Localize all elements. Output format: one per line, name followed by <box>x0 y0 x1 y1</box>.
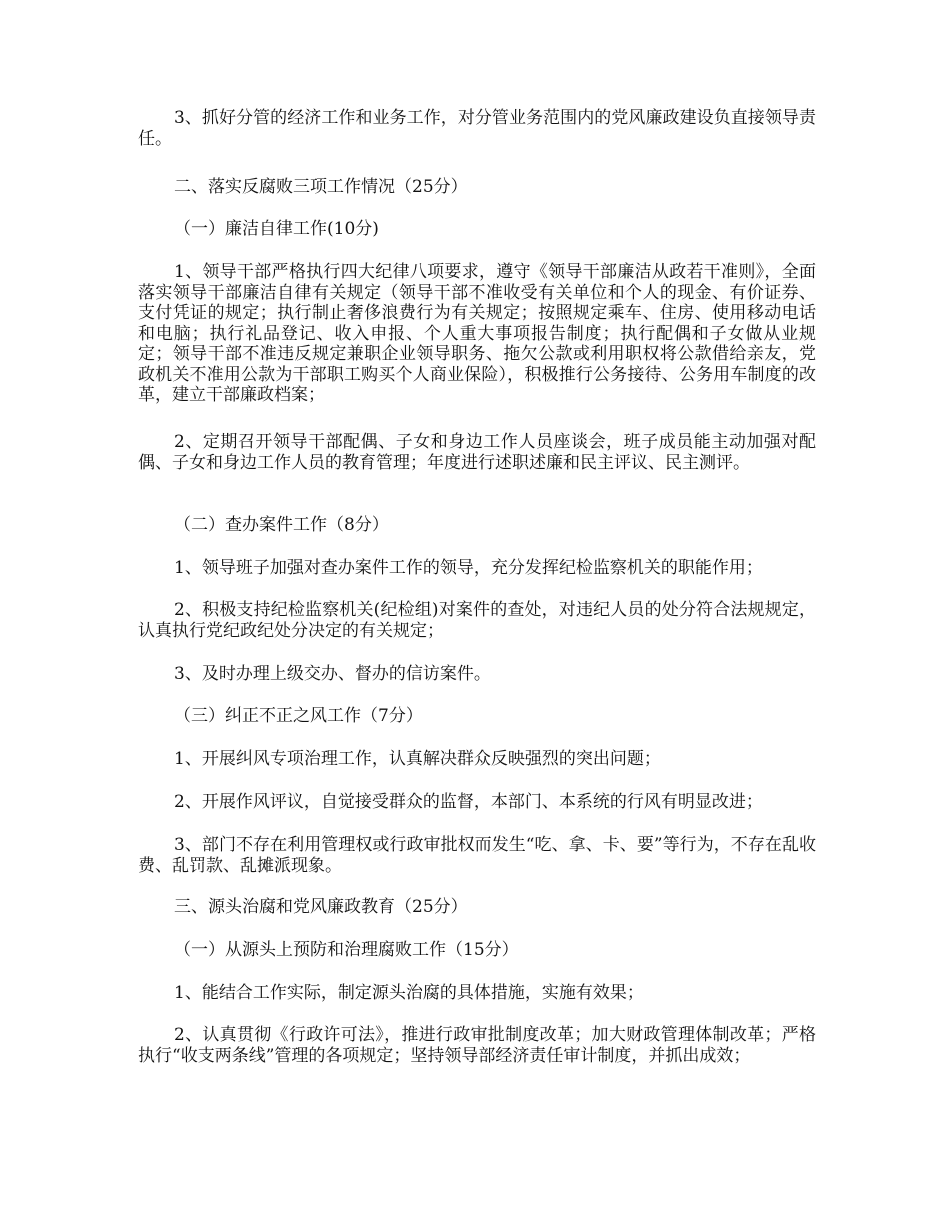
paragraph-cases-3: 3、及时办理上级交办、督办的信访案件。 <box>174 664 491 684</box>
paragraph-cases-1: 1、领导班子加强对查办案件工作的领导，充分发挥纪检监察机关的职能作用； <box>174 558 763 578</box>
paragraph-prevention-2: 2、认真贯彻《行政许可法》，推进行政审批制度改革；加大财政管理体制改革；严格执行“收支两条线”管理的各项规定；坚持领导部经济责任审计制度，并抓出成效； <box>138 1025 816 1066</box>
paragraph-cases-2: 2、积极支持纪检监察机关(纪检组)对案件的查处，对违纪人员的处分符合法规规定，认真执行党纪政纪处分决定的有关规定； <box>138 600 816 641</box>
paragraph-integrity-1: 1、领导干部严格执行四大纪律八项要求，遵守《领导干部廉洁从政若干准则》，全面落实领导干部廉洁自律有关规定（领导干部不准收受有关单位和个人的现金、有价证券、支付凭证的规定；执行制止奢侈浪费行为有关规定；按照规定乘车、住房、使用移动电话和电脑；执行礼品登记、收入申报、个人重大事项报告制度；执行配偶和子女做从业规定；领导干部不准违反规定兼职企业领导职务、拖欠公款或利用职权将公款借给亲友，党政机关不准用公款为干部职工购买个人商业保险），积极推行公务接待、公务用车制度的改革，建立干部廉政档案； <box>138 262 816 405</box>
subsection-heading-cases: （二）查办案件工作（8分） <box>174 515 389 535</box>
paragraph-responsibility: 3、抓好分管的经济工作和业务工作，对分管业务范围内的党风廉政建设负直接领导责任。 <box>138 108 816 149</box>
paragraph-conduct-3: 3、部门不存在利用管理权或行政审批权而发生“吃、拿、卡、要”等行为，不存在乱收费、乱罚款、乱摊派现象。 <box>138 835 816 876</box>
section-heading-two: 二、落实反腐败三项工作情况（25分） <box>174 177 468 197</box>
paragraph-conduct-1: 1、开展纠风专项治理工作，认真解决群众反映强烈的突出问题； <box>174 749 661 769</box>
paragraph-integrity-2: 2、定期召开领导干部配偶、子女和身边工作人员座谈会，班子成员能主动加强对配偶、子女和身边工作人员的教育管理；年度进行述职述廉和民主评议、民主测评。 <box>138 432 816 473</box>
section-heading-three: 三、源头治腐和党风廉政教育（25分） <box>174 897 468 917</box>
subsection-heading-conduct: （三）纠正不正之风工作（7分） <box>174 706 423 726</box>
paragraph-conduct-2: 2、开展作风评议，自觉接受群众的监督，本部门、本系统的行风有明显改进； <box>174 792 763 812</box>
subsection-heading-integrity: （一）廉洁自律工作(10分) <box>174 219 379 239</box>
paragraph-prevention-1: 1、能结合工作实际，制定源头治腐的具体措施，实施有效果； <box>174 983 644 1003</box>
subsection-heading-prevention: （一）从源头上预防和治理腐败工作（15分） <box>174 940 519 960</box>
